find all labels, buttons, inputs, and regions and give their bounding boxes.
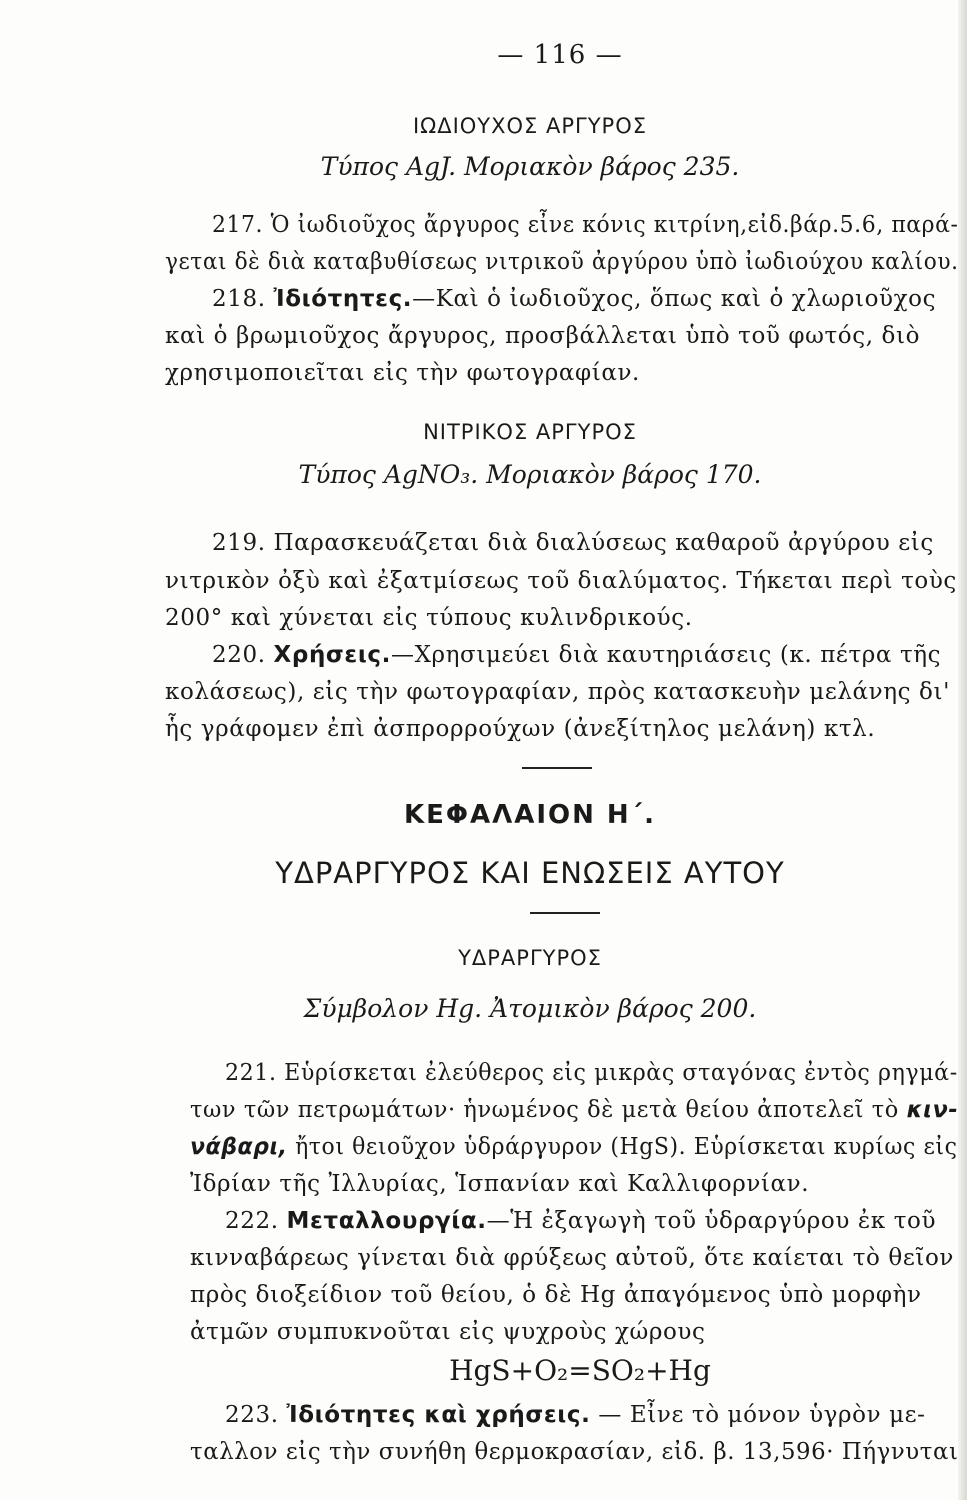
paragraph-219-line-3: 200° καὶ χύνεται εἰς τύπους κυλινδρικούς. bbox=[165, 605, 693, 631]
section-heading-silver-nitrate: ΝΙΤΡΙΚΟΣ ΑΡΓΥΡΟΣ bbox=[423, 420, 637, 444]
paragraph-218-line-3: χρησιμοποιεῖται εἰς τὴν φωτογραφίαν. bbox=[165, 360, 640, 386]
paragraph-219-line-1: 219. Παρασκευάζεται διὰ διαλύσεως καθαροῦ ἀργύρου εἰς bbox=[212, 530, 934, 556]
paragraph-220-line-1 bbox=[212, 642, 941, 668]
term-cinnabar-part-1: κιν- bbox=[906, 1097, 959, 1123]
formula-mercury: Σύμβολον Hg. Ἀτομικὸν βάρος 200. bbox=[303, 994, 757, 1023]
paragraph-221-line-2 bbox=[190, 1097, 958, 1123]
paragraph-220-line-3: ἧς γράφομεν ἐπὶ ἀσπρορρούχων (ἀνεξίτηλος μελάνη) κτλ. bbox=[165, 716, 876, 742]
term-cinnabar-part-2: νάβαρι, bbox=[190, 1134, 288, 1160]
paragraph-number: 222. bbox=[225, 1208, 279, 1234]
paragraph-number: 218. bbox=[212, 286, 266, 312]
term-properties-and-uses: Ἰδιότητες καὶ χρήσεις. bbox=[286, 1402, 591, 1428]
paragraph-223-line-2: ταλλον εἰς τὴν συνήθη θερμοκρασίαν, εἰδ. β. 13,596· Πήγνυται bbox=[190, 1439, 959, 1465]
paragraph-221-line-1: 221. Εὑρίσκεται ἐλεύθερος εἰς μικρὰς σταγόνας ἐντὸς ρηγμά- bbox=[225, 1060, 958, 1086]
paragraph-223-line-1 bbox=[225, 1402, 926, 1428]
term-metallurgy: Μεταλλουργία. bbox=[286, 1208, 487, 1234]
formula-silver-nitrate: Τύπος AgNO₃. Μοριακὸν βάρος 170. bbox=[298, 460, 762, 489]
section-heading-mercury: ΥΔΡΑΡΓΥΡΟΣ bbox=[458, 946, 602, 970]
term-properties: Ἰδιότητες. bbox=[273, 286, 413, 312]
paragraph-217-line-2: γεται δὲ διὰ καταβυθίσεως νιτρικοῦ ἀργύρου ὑπὸ ἰωδιούχου καλίου. bbox=[165, 249, 959, 275]
paragraph-219-line-2: νιτρικὸν ὀξὺ καὶ ἐξατμίσεως τοῦ διαλύματος. Τήκεται περὶ τοὺς bbox=[165, 568, 957, 594]
paragraph-218-line-1 bbox=[212, 286, 936, 312]
paragraph-number: 223. bbox=[225, 1402, 279, 1428]
paragraph-222-line-1 bbox=[225, 1208, 936, 1234]
chemical-equation: HgS+O₂=SO₂+Hg bbox=[449, 1354, 711, 1387]
paragraph-222-line-4: ἀτμῶν συμπυκνοῦται εἰς ψυχροὺς χώρους bbox=[190, 1319, 706, 1345]
page-number: — 116 — bbox=[497, 40, 623, 70]
paragraph-220-line-2: κολάσεως), εἰς τὴν φωτογραφίαν, πρὸς κατασκευὴν μελάνης δι' bbox=[165, 679, 950, 705]
paragraph-number: 220. bbox=[212, 642, 266, 668]
section-heading-silver-iodide: ΙΩΔΙΟΥΧΟΣ ΑΡΓΥΡΟΣ bbox=[412, 114, 648, 138]
formula-silver-iodide: Τύπος AgJ. Μοριακὸν βάρος 235. bbox=[320, 152, 740, 181]
paragraph-text: —Ἡ ἐξαγωγὴ τοῦ ὑδραργύρου ἐκ τοῦ bbox=[486, 1208, 937, 1234]
paragraph-222-line-3: πρὸς διοξείδιον τοῦ θείου, ὁ δὲ Hg ἀπαγόμενος ὑπὸ μορφὴν bbox=[190, 1282, 922, 1308]
paragraph-text: —Καὶ ὁ ἰωδιοῦχος, ὅπως καὶ ὁ χλωριοῦχος bbox=[412, 286, 937, 312]
paragraph-221-line-3 bbox=[190, 1134, 957, 1160]
paragraph-text: —Χρησιμεύει διὰ καυτηριάσεις (κ. πέτρα τῆς bbox=[390, 642, 942, 668]
paragraph-222-line-2: κινναβάρεως γίνεται διὰ φρύξεως αὐτοῦ, ὅτε καίεται τὸ θεῖον bbox=[190, 1245, 954, 1271]
divider-rule bbox=[530, 912, 600, 914]
paragraph-217-line-1: 217. Ὁ ἰωδιοῦχος ἄργυρος εἶνε κόνις κιτρίνη,εἰδ.βάρ.5.6, παρά- bbox=[212, 212, 959, 238]
paragraph-text: των τῶν πετρωμάτων· ἡνωμένος δὲ μετὰ θείου ἀποτελεῖ τὸ bbox=[190, 1097, 907, 1123]
paragraph-218-line-2: καὶ ὁ βρωμιοῦχος ἄργυρος, προσβάλλεται ὑπὸ τοῦ φωτός, διὸ bbox=[165, 323, 921, 349]
term-uses: Χρήσεις. bbox=[273, 642, 391, 668]
chapter-subtitle: ΥΔΡΑΡΓΥΡΟΣ ΚΑΙ ΕΝΩΣΕΙΣ ΑΥΤΟΥ bbox=[275, 856, 785, 890]
divider-rule bbox=[522, 767, 592, 769]
paragraph-text: — Εἶνε τὸ μόνον ὑγρὸν με- bbox=[590, 1402, 926, 1428]
paragraph-221-line-4: Ἰδρίαν τῆς Ἰλλυρίας, Ἱσπανίαν καὶ Καλλιφορνίαν. bbox=[190, 1171, 810, 1197]
chapter-title: ΚΕΦΑΛΑΙΟΝ Η΄. bbox=[403, 800, 657, 830]
paragraph-text: ἤτοι θειοῦχον ὑδράργυρον (HgS). Εὑρίσκεται κυρίως εἰς bbox=[287, 1134, 958, 1160]
